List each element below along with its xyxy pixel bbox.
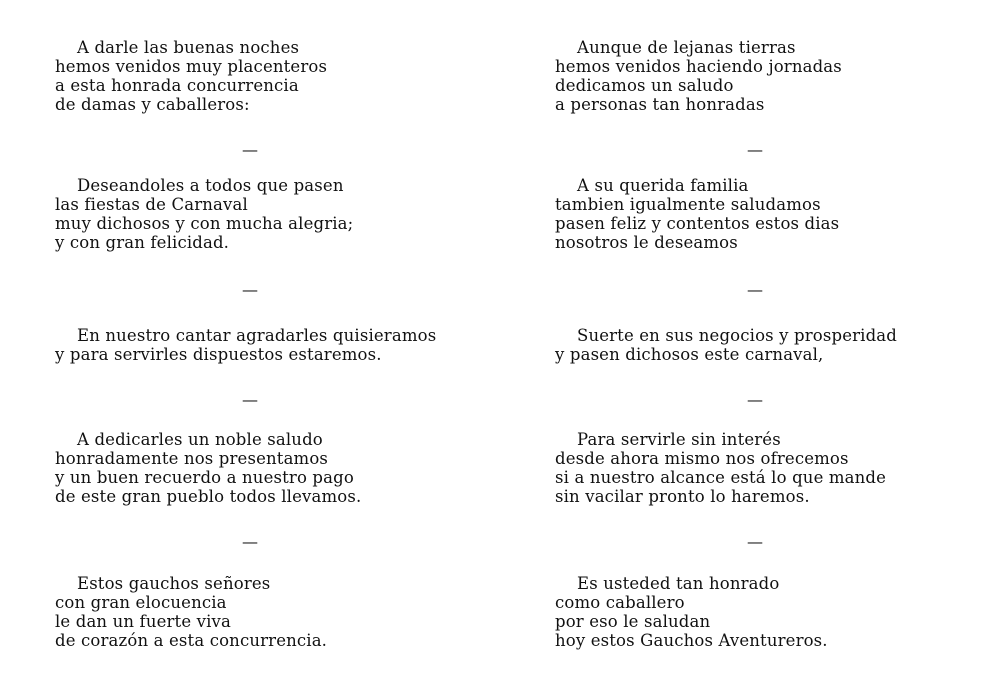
stanza-separator: —: [242, 280, 258, 299]
verse-line: Estos gauchos señores: [77, 574, 271, 593]
stanza-separator: —: [747, 532, 763, 551]
stanza-separator: —: [242, 390, 258, 409]
stanza-separator: —: [242, 140, 258, 159]
verse-line: a personas tan honradas: [555, 95, 765, 114]
verse-line: sin vacilar pronto lo haremos.: [555, 487, 810, 506]
stanza: [55, 430, 361, 506]
verse-line: por eso le saludan: [555, 612, 711, 631]
stanza: [555, 326, 897, 364]
verse-line: honradamente nos presentamos: [55, 449, 329, 468]
stanza: [55, 38, 327, 114]
verse-line: le dan un fuerte viva: [55, 612, 231, 631]
verse-line: hemos venidos haciendo jornadas: [555, 57, 842, 76]
verse-line: Suerte en sus negocios y prosperidad: [577, 326, 897, 345]
stanza: [55, 326, 436, 364]
stanza: [555, 38, 842, 114]
stanza: [55, 574, 327, 650]
verse-line: nosotros le deseamos: [555, 233, 738, 252]
verse-line: y para servirles dispuestos estaremos.: [55, 345, 382, 364]
verse-line: de este gran pueblo todos llevamos.: [55, 487, 362, 506]
verse-line: pasen feliz y contentos estos dias: [555, 214, 840, 233]
verse-line: Aunque de lejanas tierras: [577, 38, 796, 57]
verse-line: y con gran felicidad.: [55, 233, 230, 252]
verse-line: Es usteded tan honrado: [577, 574, 780, 593]
verse-line: En nuestro cantar agradarles quisieramos: [77, 326, 437, 345]
verse-line: de damas y caballeros:: [55, 95, 250, 114]
stanza: [55, 176, 353, 252]
verse-line: y pasen dichosos este carnaval,: [555, 345, 824, 364]
verse-line: y un buen recuerdo a nuestro pago: [55, 468, 354, 487]
verse-line: a esta honrada concurrencia: [55, 76, 299, 95]
verse-line: las fiestas de Carnaval: [55, 195, 248, 214]
stanza-separator: —: [747, 140, 763, 159]
stanza: [555, 176, 839, 252]
verse-line: desde ahora mismo nos ofrecemos: [555, 449, 849, 468]
verse-line: de corazón a esta concurrencia.: [55, 631, 328, 650]
verse-line: con gran elocuencia: [55, 593, 227, 612]
stanza: [555, 574, 828, 650]
verse-line: A su querida familia: [577, 176, 749, 195]
verse-line: dedicamos un saludo: [555, 76, 734, 95]
verse-line: A darle las buenas noches: [77, 38, 300, 57]
stanza-separator: —: [747, 280, 763, 299]
verse-line: Para servirle sin interés: [577, 430, 781, 449]
stanza-separator: —: [747, 390, 763, 409]
verse-line: si a nuestro alcance está lo que mande: [555, 468, 887, 487]
verse-line: muy dichosos y con mucha alegria;: [55, 214, 354, 233]
verse-line: hemos venidos muy placenteros: [55, 57, 328, 76]
stanza: [555, 430, 886, 506]
verse-line: hoy estos Gauchos Aventureros.: [555, 631, 828, 650]
stanza-separator: —: [242, 532, 258, 551]
verse-line: tambien igualmente saludamos: [555, 195, 821, 214]
verse-line: Deseandoles a todos que pasen: [77, 176, 344, 195]
verse-line: como caballero: [555, 593, 685, 612]
verse-line: A dedicarles un noble saludo: [77, 430, 323, 449]
